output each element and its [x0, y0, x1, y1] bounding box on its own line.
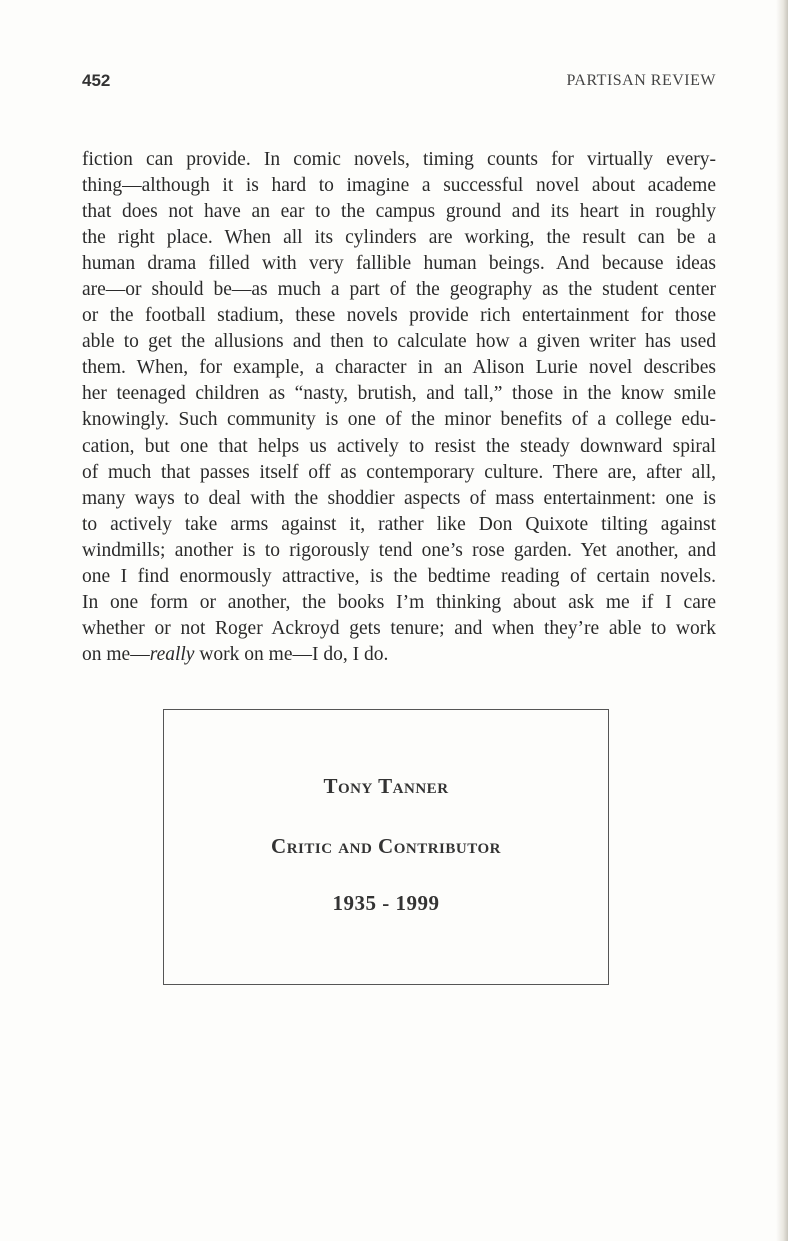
last-line-post: work on me—I do, I do. [194, 643, 389, 665]
body-line: to actively take arms against it, rather like Don Quixote tilting against [82, 513, 716, 535]
body-line: able to get the allusions and then to calculate how a given writer has used [82, 331, 716, 353]
last-line-pre: on me— [82, 643, 150, 665]
memorial-box [163, 709, 609, 985]
body-line: windmills; another is to rigorously tend one’s rose garden. Yet another, and [82, 539, 716, 561]
body-line: knowingly. Such community is one of the minor benefits of a college edu- [82, 409, 716, 431]
body-line: the right place. When all its cylinders are working, the result can be a [82, 227, 716, 249]
body-line: that does not have an ear to the campus ground and its heart in roughly [82, 201, 716, 223]
page-edge-shadow [776, 0, 788, 1241]
body-line: them. When, for example, a character in an Alison Lurie novel describes [82, 357, 716, 379]
body-line: cation, but one that helps us actively to resist the steady downward spiral [82, 435, 716, 457]
body-line: fiction can provide. In comic novels, timing counts for virtually every- [82, 149, 716, 170]
body-line: In one form or another, the books I’m thinking about ask me if I care [82, 591, 716, 613]
emphasis: really [149, 643, 195, 665]
page-number: 452 [82, 71, 111, 90]
body-line: or the football stadium, these novels provide rich entertainment for those [82, 305, 716, 327]
body-line: human drama filled with very fallible human beings. And because ideas [82, 253, 716, 275]
body-line [82, 642, 716, 668]
body-line: many ways to deal with the shoddier aspects of mass entertainment: one is [82, 487, 716, 509]
running-head: PARTISAN REVIEW [566, 72, 716, 89]
memorial-years: 1935 - 1999 [332, 891, 440, 915]
body-line: her teenaged children as “nasty, brutish, and tall,” those in the know smile [82, 383, 716, 405]
memorial-role: Critic and Contributor [271, 834, 501, 858]
body-line: whether or not Roger Ackroyd gets tenure; and when they’re able to work [82, 617, 716, 639]
body-line: one I find enormously attractive, is the bedtime reading of certain novels. [82, 565, 716, 587]
memorial-name: Tony Tanner [323, 774, 449, 798]
body-line: of much that passes itself off as contemporary culture. There are, after all, [82, 461, 716, 483]
body-text [82, 147, 716, 668]
body-line: thing—although it is hard to imagine a successful novel about academe [82, 175, 716, 197]
body-line: are—or should be—as much a part of the geography as the student center [82, 279, 716, 301]
